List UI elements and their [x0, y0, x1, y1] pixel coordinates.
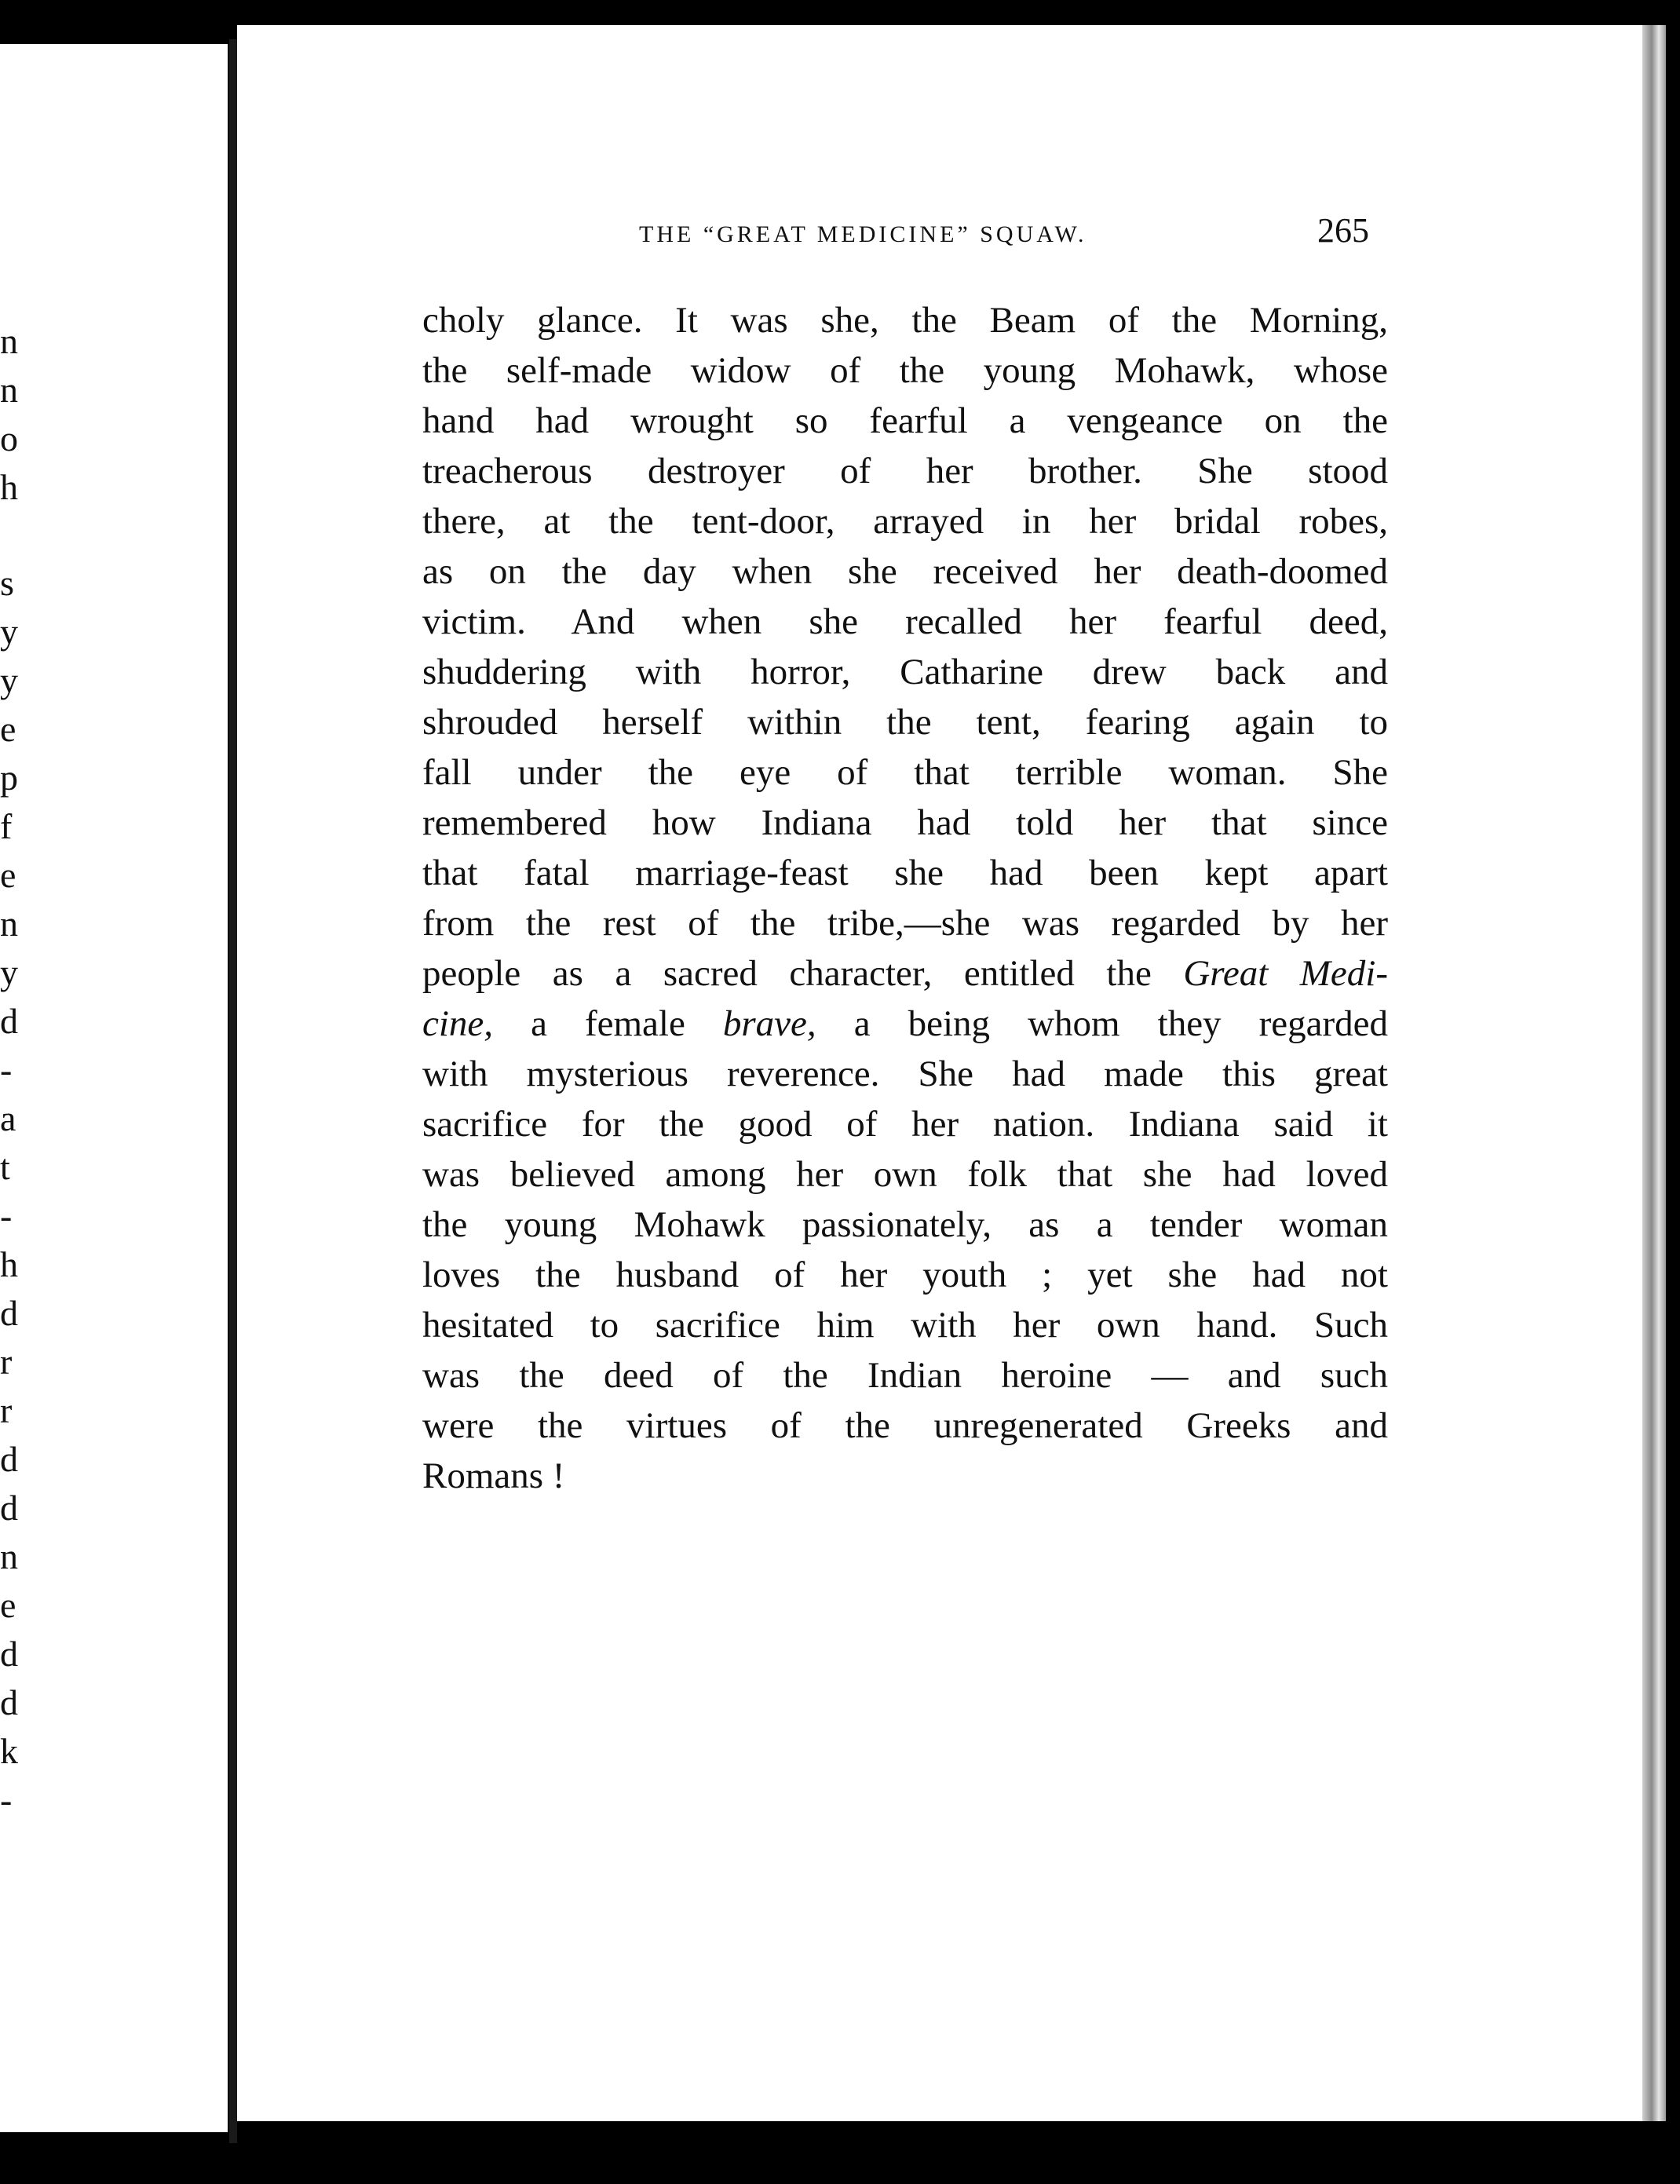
- text-line: [422, 1200, 1388, 1250]
- italic-text: Great Medi-: [1183, 953, 1388, 994]
- text-line: [422, 1099, 1388, 1149]
- text-run: a female: [493, 1003, 723, 1044]
- text-run: Romans !: [422, 1455, 565, 1496]
- text-line: [422, 647, 1388, 697]
- text-line: [422, 295, 1388, 345]
- left-page-fragment: -: [0, 1196, 13, 1236]
- left-page-fragment: d: [0, 1634, 18, 1674]
- italic-text: cine,: [422, 1003, 494, 1044]
- text-line: [422, 848, 1388, 898]
- running-title: THE “GREAT MEDICINE” SQUAW.: [639, 221, 1087, 247]
- text-line: [422, 597, 1388, 647]
- text-run: sacrifice for the good of her nation. Indiana said it: [422, 1104, 1388, 1145]
- text-line: [422, 697, 1388, 747]
- text-run: was believed among her own folk that she had loved: [422, 1154, 1388, 1195]
- text-run: there, at the tent-door, arrayed in her bridal robes,: [422, 501, 1388, 542]
- left-page-fragment: k: [0, 1731, 18, 1771]
- text-line: [422, 446, 1388, 496]
- left-page-fragment: t: [0, 1147, 10, 1187]
- left-page-fragment: e: [0, 1585, 16, 1625]
- text-line: [422, 1250, 1388, 1300]
- text-run: loves the husband of her youth ; yet she had not: [422, 1255, 1388, 1295]
- text-run: as on the day when she received her death-doomed: [422, 551, 1388, 592]
- text-line: [422, 747, 1388, 798]
- text-run: with mysterious reverence. She had made this great: [422, 1054, 1388, 1094]
- left-page-fragment: p: [0, 758, 18, 798]
- left-page-fragment: y: [0, 952, 18, 992]
- text-line: [422, 948, 1388, 999]
- left-page-fragment: e: [0, 855, 16, 895]
- text-line: [422, 999, 1388, 1049]
- text-line: [422, 496, 1388, 546]
- body-paragraph: [422, 295, 1388, 1501]
- left-page-fragment: d: [0, 1682, 18, 1722]
- left-page-fragment: r: [0, 1390, 13, 1430]
- text-run: shrouded herself within the tent, fearing again to: [422, 702, 1388, 743]
- left-page-fragment: y: [0, 612, 18, 652]
- text-run: was the deed of the Indian heroine — and such: [422, 1355, 1388, 1396]
- book-spine: [229, 39, 237, 2143]
- left-page-fragment: e: [0, 709, 16, 749]
- left-page-fragment: d: [0, 1488, 18, 1528]
- text-run: hesitated to sacrifice him with her own hand. Such: [422, 1305, 1388, 1346]
- text-run: people as a sacred character, entitled the: [422, 953, 1184, 994]
- text-run: were the virtues of the unregenerated Greeks and: [422, 1405, 1388, 1446]
- text-line: [422, 546, 1388, 597]
- text-run: victim. And when she recalled her fearful deed,: [422, 601, 1388, 642]
- text-line: [422, 1149, 1388, 1200]
- text-line: [422, 898, 1388, 948]
- text-line: [422, 345, 1388, 396]
- left-page-fragment: n: [0, 904, 18, 944]
- text-line: [422, 1350, 1388, 1401]
- left-page-fragment: -: [0, 1780, 13, 1820]
- text-run: remembered how Indiana had told her that since: [422, 802, 1388, 843]
- text-run: treacherous destroyer of her brother. She stood: [422, 451, 1388, 491]
- left-page-fragment: f: [0, 806, 13, 846]
- left-page-fragment: d: [0, 1001, 18, 1041]
- running-head: [404, 210, 1369, 257]
- text-line: [422, 1300, 1388, 1350]
- left-page-fragment: h: [0, 1244, 18, 1284]
- left-page-edge: [0, 44, 228, 2132]
- page-edge-shadow: [1642, 25, 1666, 2121]
- left-page-fragment: a: [0, 1098, 16, 1138]
- left-page-fragment: n: [0, 321, 18, 361]
- text-run: fall under the eye of that terrible woman. She: [422, 752, 1388, 793]
- text-line: [422, 1049, 1388, 1099]
- left-page-fragment: d: [0, 1293, 18, 1333]
- left-page-fragment: h: [0, 467, 18, 507]
- left-page-fragment: n: [0, 370, 18, 410]
- left-page-fragment: n: [0, 1536, 18, 1576]
- text-run: from the rest of the tribe,—she was regarded by her: [422, 903, 1388, 944]
- text-line: [422, 396, 1388, 446]
- text-line: [422, 798, 1388, 848]
- left-page-fragment: y: [0, 660, 18, 700]
- left-page-fragment: r: [0, 1342, 13, 1382]
- text-run: hand had wrought so fearful a vengeance on the: [422, 400, 1388, 441]
- left-page-fragment: d: [0, 1439, 18, 1479]
- page-number: 265: [1317, 211, 1369, 250]
- text-run: a being whom they regarded: [816, 1003, 1388, 1044]
- text-run: shuddering with horror, Catharine drew back and: [422, 652, 1388, 692]
- text-run: the young Mohawk passionately, as a tender woman: [422, 1204, 1388, 1245]
- left-page-fragment: o: [0, 418, 18, 458]
- text-run: the self-made widow of the young Mohawk, whose: [422, 350, 1388, 391]
- text-run: that fatal marriage-feast she had been kept apart: [422, 853, 1388, 893]
- text-line: [422, 1451, 1388, 1501]
- text-run: choly glance. It was she, the Beam of the Morning,: [422, 300, 1388, 341]
- text-line: [422, 1401, 1388, 1451]
- italic-text: brave,: [722, 1003, 816, 1044]
- left-page-fragment: -: [0, 1050, 13, 1090]
- left-page-fragment: s: [0, 563, 14, 603]
